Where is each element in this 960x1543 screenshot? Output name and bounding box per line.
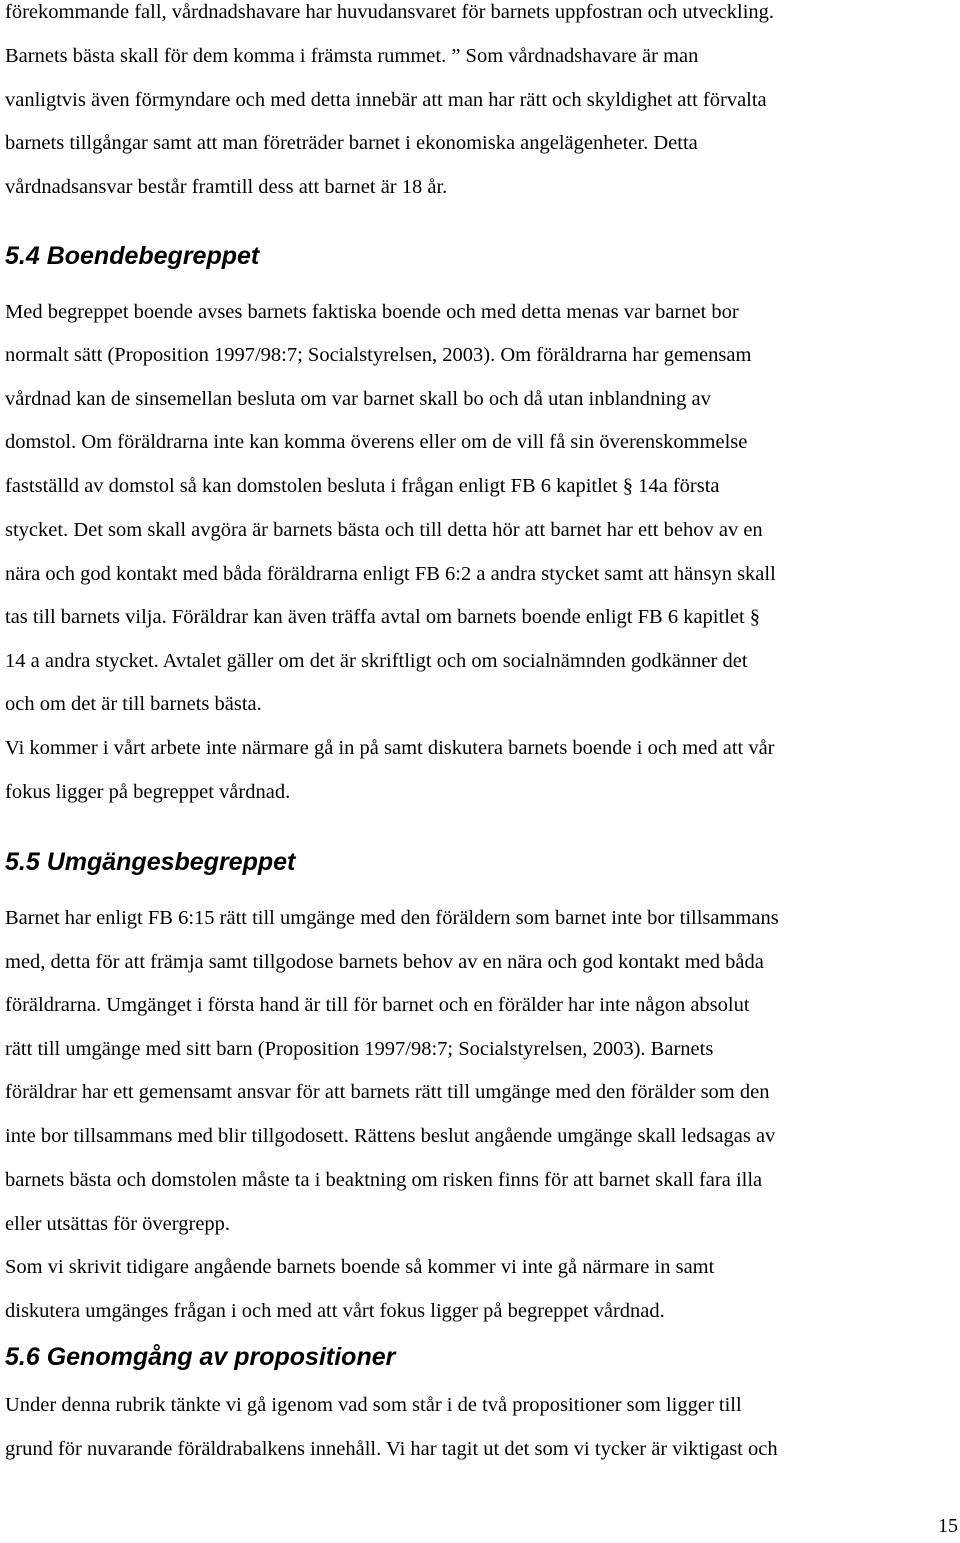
text-line: Med begreppet boende avses barnets faktiska boende och med detta menas var barnet bor <box>5 301 739 323</box>
text-line: Som vi skrivit tidigare angående barnets boende så kommer vi inte gå närmare in samt <box>5 1256 715 1278</box>
text-line: inte bor tillsammans med blir tillgodosett. Rättens beslut angående umgänge skall ledsagas av <box>5 1125 776 1147</box>
text-line: barnets tillgångar samt att man företräder barnet i ekonomiska angelägenheter. Detta <box>5 132 698 154</box>
text-line: fokus ligger på begreppet vårdnad. <box>5 781 291 803</box>
section-heading-5-6: 5.6 Genomgång av propositioner <box>5 1343 396 1371</box>
text-line: stycket. Det som skall avgöra är barnets bästa och till detta hör att barnet har ett behov av en <box>5 519 763 541</box>
text-line: Vi kommer i vårt arbete inte närmare gå in på samt diskutera barnets boende i och med att vår <box>5 737 775 759</box>
text-line: vårdnad kan de sinsemellan besluta om var barnet skall bo och då utan inblandning av <box>5 388 711 410</box>
text-line: och om det är till barnets bästa. <box>5 693 262 715</box>
text-line: eller utsättas för övergrepp. <box>5 1213 231 1235</box>
text-line: med, detta för att främja samt tillgodose barnets behov av en nära och god kontakt med båda <box>5 951 764 973</box>
text-line: föräldrarna. Umgänget i första hand är till för barnet och en förälder har inte någon absolut <box>5 994 750 1016</box>
text-line: barnets bästa och domstolen måste ta i beaktning om risken finns för att barnet skall fara illa <box>5 1169 763 1191</box>
text-line: diskutera umgänges frågan i och med att vårt fokus ligger på begreppet vårdnad. <box>5 1300 665 1322</box>
text-line: föräldrar har ett gemensamt ansvar för att barnets rätt till umgänge med den förälder som den <box>5 1081 770 1103</box>
section-heading-5-4: 5.4 Boendebegreppet <box>5 242 260 270</box>
text-line: fastställd av domstol så kan domstolen besluta i frågan enligt FB 6 kapitlet § 14a första <box>5 475 720 497</box>
text-line: Under denna rubrik tänkte vi gå igenom vad som står i de två propositioner som ligger till <box>5 1394 742 1416</box>
text-line: normalt sätt (Proposition 1997/98:7; Socialstyrelsen, 2003). Om föräldrarna har gemensam <box>5 344 752 366</box>
text-line: Barnets bästa skall för dem komma i främsta rummet. ” Som vårdnadshavare är man <box>5 45 699 67</box>
text-line: vårdnadsansvar består framtill dess att barnet är 18 år. <box>5 176 448 198</box>
section-heading-5-5: 5.5 Umgängesbegreppet <box>5 848 296 876</box>
text-line: rätt till umgänge med sitt barn (Proposition 1997/98:7; Socialstyrelsen, 2003). Barnets <box>5 1038 714 1060</box>
text-line: förekommande fall, vårdnadshavare har huvudansvaret för barnets uppfostran och utveckling. <box>5 1 775 23</box>
text-line: vanligtvis även förmyndare och med detta innebär att man har rätt och skyldighet att förvalta <box>5 89 767 111</box>
text-line: grund för nuvarande föräldrabalkens innehåll. Vi har tagit ut det som vi tycker är viktigast och <box>5 1438 778 1460</box>
text-line: nära och god kontakt med båda föräldrarna enligt FB 6:2 a andra stycket samt att hänsyn skall <box>5 563 776 585</box>
text-line: 14 a andra stycket. Avtalet gäller om det är skriftligt och om socialnämnden godkänner det <box>5 650 748 672</box>
page-number: 15 <box>938 1515 958 1537</box>
text-line: Barnet har enligt FB 6:15 rätt till umgänge med den föräldern som barnet inte bor tillsammans <box>5 907 779 929</box>
text-line: domstol. Om föräldrarna inte kan komma överens eller om de vill få sin överenskommelse <box>5 431 748 453</box>
text-line: tas till barnets vilja. Föräldrar kan även träffa avtal om barnets boende enligt FB 6 kapitlet § <box>5 606 761 628</box>
